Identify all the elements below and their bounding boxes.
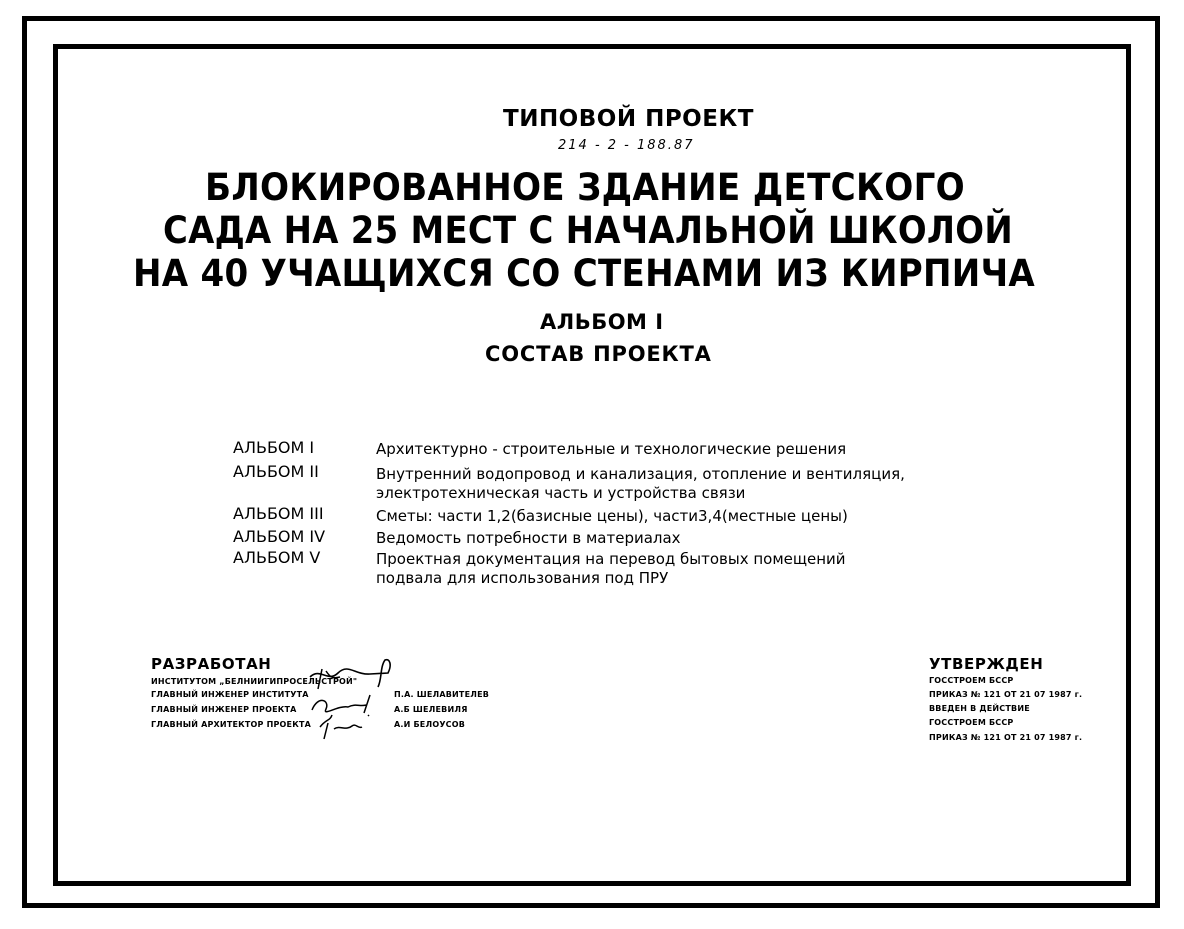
album-desc: Внутренний водопровод и канализация, отопление и вентиляция, [376, 465, 905, 483]
title-line-1: БЛОКИРОВАННОЕ ЗДАНИЕ ДЕТСКОГО [205, 166, 965, 209]
approved-line: ПРИКАЗ № 121 ОТ 21 07 1987 г. [929, 733, 1083, 742]
album-key: АЛЬБОМ I [233, 438, 315, 457]
approved-line: ВВЕДЕН В ДЕЙСТВИЕ [929, 704, 1030, 713]
album-desc: Проектная документация на перевод бытовых помещений [376, 550, 846, 568]
approved-heading: УТВЕРЖДЕН [929, 655, 1044, 673]
album-key: АЛЬБОМ III [233, 504, 324, 523]
title-line-3: НА 40 УЧАЩИХСЯ СО СТЕНАМИ ИЗ КИРПИЧА [133, 252, 1035, 295]
name-3: А.И БЕЛОУСОВ [394, 720, 466, 729]
album-desc: подвала для использования под ПРУ [376, 569, 669, 587]
album-desc: электротехническая часть и устройства связи [376, 484, 746, 502]
role-chief-architect: ГЛАВНЫЙ АРХИТЕКТОР ПРОЕКТА [151, 720, 311, 729]
album-number: АЛЬБОМ I [540, 310, 664, 334]
name-2: А.Б ШЕЛЕВИЛЯ [394, 705, 468, 714]
album-key: АЛЬБОМ IV [233, 527, 326, 546]
approved-line: ПРИКАЗ № 121 ОТ 21 07 1987 г. [929, 690, 1083, 699]
album-desc: Сметы: части 1,2(базисные цены), части3,4(местные цены) [376, 507, 848, 525]
title-line-2: САДА НА 25 МЕСТ С НАЧАЛЬНОЙ ШКОЛОЙ [163, 209, 1013, 252]
developed-heading: РАЗРАБОТАН [151, 655, 272, 673]
album-key: АЛЬБОМ V [233, 548, 321, 567]
approved-line: ГОССТРОЕМ БССР [929, 676, 1014, 685]
album-desc: Ведомость потребности в материалах [376, 529, 681, 547]
role-chief-engineer-institute: ГЛАВНЫЙ ИНЖЕНЕР ИНСТИТУТА [151, 690, 309, 699]
developed-institute: ИНСТИТУТОМ „БЕЛНИИГИПРОСЕЛЬСТРОЙ" [151, 677, 358, 686]
role-chief-engineer-project: ГЛАВНЫЙ ИНЖЕНЕР ПРОЕКТА [151, 705, 297, 714]
album-desc: Архитектурно - строительные и технологические решения [376, 440, 847, 458]
approved-line: ГОССТРОЕМ БССР [929, 718, 1014, 727]
section-title: СОСТАВ ПРОЕКТА [485, 342, 712, 366]
project-code: 214 - 2 - 188.87 [558, 138, 695, 153]
project-type: ТИПОВОЙ ПРОЕКТ [503, 106, 754, 132]
album-key: АЛЬБОМ II [233, 462, 319, 481]
name-1: П.А. ШЕЛАВИТЕЛЕВ [394, 690, 490, 699]
signatures-graphic [300, 655, 400, 745]
